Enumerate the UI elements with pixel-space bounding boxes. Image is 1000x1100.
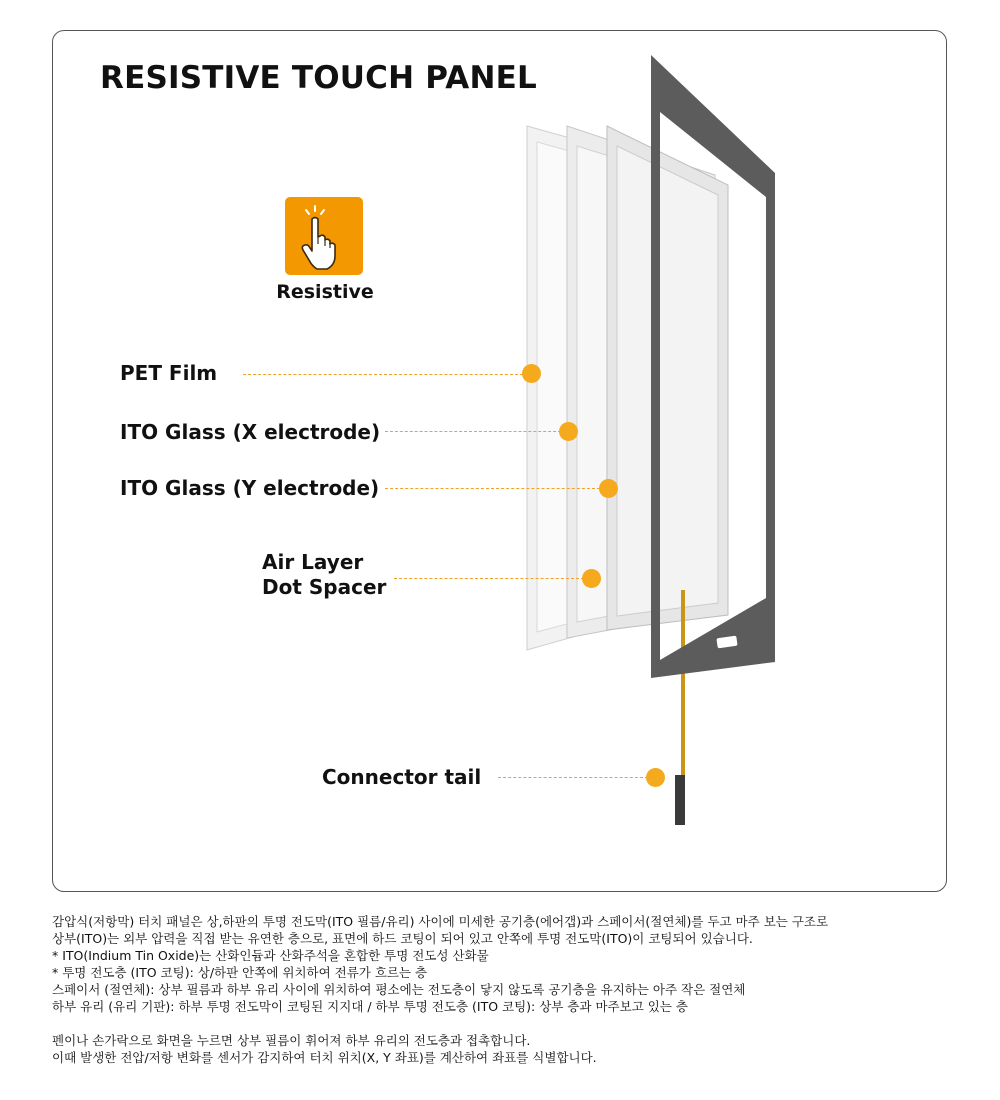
marker-dot [559,422,578,441]
marker-dot [646,768,665,787]
description-line: * 투명 전도층 (ITO 코팅): 상/하판 안쪽에 위치하여 전류가 흐르는 층 [52,965,428,980]
callout-air-layer-line1: Air Layer [262,550,364,574]
callout-ito-x: ITO Glass (X electrode) [120,420,381,444]
description-line: * ITO(Indium Tin Oxide)는 산화인듐과 산화주석을 혼합한 투명 전도성 산화물 [52,948,489,963]
description-line: 펜이나 손가락으로 화면을 누르면 상부 필름이 휘어져 하부 유리의 전도층과 접촉합니다. [52,1033,531,1048]
marker-dot [522,364,541,383]
description-block [52,913,972,1066]
leader-line [385,431,561,432]
badge-label: Resistive [276,281,374,303]
callout-pet-film: PET Film [120,361,218,385]
description-line: 이때 발생한 전압/저항 변화를 센서가 감지하여 터치 위치(X, Y 좌표)를 계산하여 좌표를 식별합니다. [52,1050,597,1065]
description-line: 하부 유리 (유리 기판): 하부 투명 전도막이 코팅된 지지대 / 하부 투명 전도층 (ITO 코팅): 상부 층과 마주보고 있는 층 [52,999,688,1014]
leader-line [498,777,648,778]
connector-tail [675,590,685,825]
callout-ito-y: ITO Glass (Y electrode) [120,476,380,500]
marker-dot [599,479,618,498]
description-line: 상부(ITO)는 외부 압력을 직접 받는 유연한 층으로, 표면에 하드 코팅이 되어 있고 안쪽에 투명 전도막(ITO)이 코팅되어 있습니다. [52,931,753,946]
description-line: 감압식(저항막) 터치 패널은 상,하판의 투명 전도막(ITO 필름/유리) 사이에 미세한 공기층(에어갭)과 스페이서(절연체)를 두고 마주 보는 구조로 [52,914,829,929]
diagram-title: RESISTIVE TOUCH PANEL [100,60,537,96]
callout-air-layer-line2: Dot Spacer [262,575,387,599]
description-line: 스페이서 (절연체): 상부 필름과 하부 유리 사이에 위치하여 평소에는 전도층이 닿지 않도록 공기층을 유지하는 아주 작은 절연체 [52,982,746,997]
leader-line [394,578,584,579]
leader-line [385,488,600,489]
leader-line [243,374,523,375]
marker-dot [582,569,601,588]
layer-ito-y [607,126,728,630]
callout-air-layer [262,550,386,600]
callout-connector-tail: Connector tail [322,765,482,789]
